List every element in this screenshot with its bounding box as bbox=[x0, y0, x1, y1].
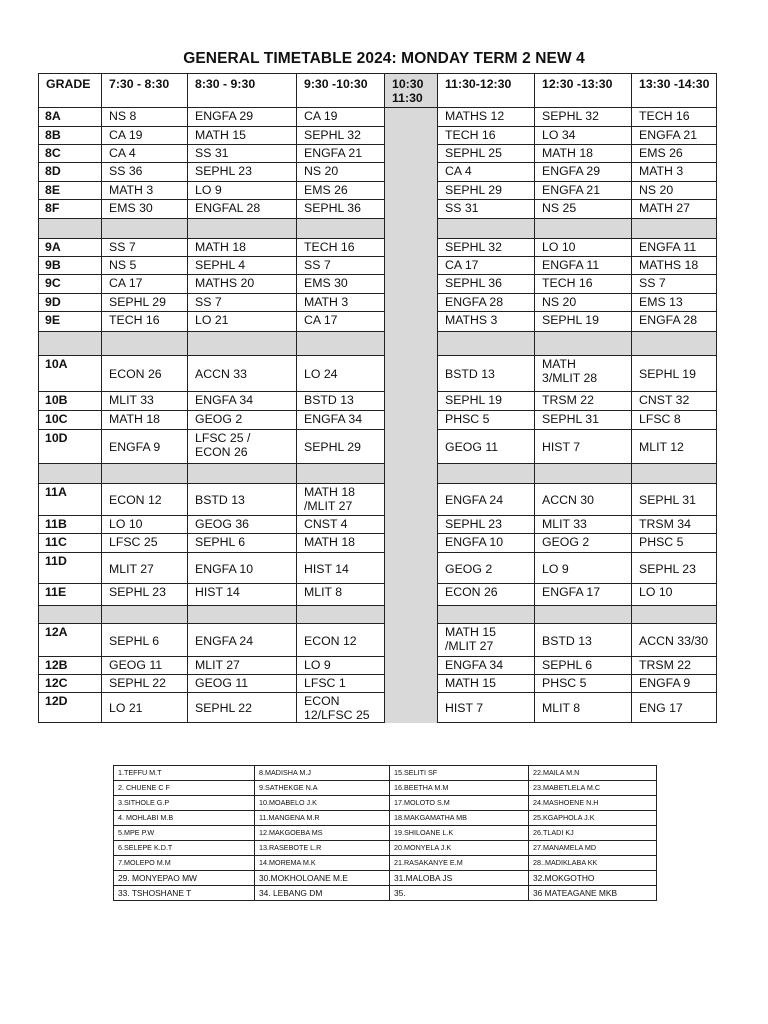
lesson-cell: SS 7 bbox=[188, 294, 297, 312]
lesson-cell: CA 4 bbox=[102, 145, 188, 163]
lesson-cell: NS 8 bbox=[102, 108, 188, 127]
staff-entry: 9.SATHEKGE N.A bbox=[255, 781, 390, 796]
lesson-cell: ENGFA 34 bbox=[438, 657, 535, 675]
lesson-cell: LO 34 bbox=[535, 127, 632, 145]
lesson-cell: CA 17 bbox=[297, 312, 385, 332]
timetable-row bbox=[39, 163, 717, 182]
separator-cell bbox=[188, 219, 297, 239]
lesson-cell: MLIT 8 bbox=[297, 584, 385, 606]
lesson-cell: ENGFA 21 bbox=[297, 145, 385, 163]
staff-entry: 36 MATEAGANE MKB bbox=[529, 886, 657, 901]
lesson-cell: SEPHL 32 bbox=[535, 108, 632, 127]
staff-entry: 14.MOREMA M.K bbox=[255, 856, 390, 871]
timetable-row bbox=[39, 145, 717, 163]
staff-entry: 35. bbox=[390, 886, 529, 901]
lesson-cell: TRSM 22 bbox=[632, 657, 717, 675]
lesson-cell: HIST 7 bbox=[535, 430, 632, 464]
lesson-cell: ENGFA 11 bbox=[632, 239, 717, 257]
lesson-cell: ENGFA 29 bbox=[535, 163, 632, 182]
lesson-cell: MLIT 33 bbox=[535, 516, 632, 534]
lesson-cell: SEPHL 6 bbox=[188, 534, 297, 553]
staff-row bbox=[114, 871, 657, 886]
lesson-cell: BSTD 13 bbox=[188, 484, 297, 516]
lesson-cell: ECON 12/LFSC 25 bbox=[297, 693, 385, 723]
timetable-row bbox=[39, 553, 717, 584]
timetable-row bbox=[39, 182, 717, 200]
lesson-cell: SS 7 bbox=[102, 239, 188, 257]
lesson-cell: LO 24 bbox=[297, 356, 385, 392]
grade-cell: 10D bbox=[39, 430, 102, 464]
lesson-cell: SEPHL 6 bbox=[535, 657, 632, 675]
separator-cell bbox=[297, 464, 385, 484]
grade-cell: 8B bbox=[39, 127, 102, 145]
grade-cell: 11E bbox=[39, 584, 102, 606]
lesson-cell: ENGFA 24 bbox=[188, 624, 297, 657]
staff-row bbox=[114, 841, 657, 856]
lesson-cell: TRSM 22 bbox=[535, 392, 632, 411]
timetable-row bbox=[39, 693, 717, 723]
lesson-cell: ENGFA 21 bbox=[535, 182, 632, 200]
lesson-cell: ENGFA 9 bbox=[632, 675, 717, 693]
header-period: 13:30 -14:30 bbox=[632, 74, 717, 108]
staff-entry: 33. TSHOSHANE T bbox=[114, 886, 255, 901]
lesson-cell: MATH 3 bbox=[632, 163, 717, 182]
lesson-cell: SEPHL 29 bbox=[297, 430, 385, 464]
lesson-cell: CA 19 bbox=[102, 127, 188, 145]
lesson-cell: SS 31 bbox=[188, 145, 297, 163]
lesson-cell: MATHS 20 bbox=[188, 275, 297, 294]
staff-row bbox=[114, 796, 657, 811]
separator-cell bbox=[535, 464, 632, 484]
staff-entry: 7.MOLEPO M.M bbox=[114, 856, 255, 871]
staff-entry: 12.MAKGOEBA MS bbox=[255, 826, 390, 841]
separator-cell bbox=[102, 464, 188, 484]
header-period: 9:30 -10:30 bbox=[297, 74, 385, 108]
staff-entry: 8.MADISHA M.J bbox=[255, 766, 390, 781]
grade-cell: 8C bbox=[39, 145, 102, 163]
lesson-cell: MATH 18 bbox=[102, 411, 188, 430]
lesson-cell: ECON 26 bbox=[438, 584, 535, 606]
lesson-cell: SEPHL 4 bbox=[188, 257, 297, 275]
lesson-cell: TECH 16 bbox=[438, 127, 535, 145]
lesson-cell: GEOG 2 bbox=[438, 553, 535, 584]
grade-cell: 9C bbox=[39, 275, 102, 294]
lesson-cell: SEPHL 32 bbox=[438, 239, 535, 257]
lesson-cell: SEPHL 29 bbox=[102, 294, 188, 312]
separator-cell bbox=[632, 332, 717, 356]
staff-list bbox=[113, 765, 657, 901]
separator-cell bbox=[39, 332, 102, 356]
separator-cell bbox=[188, 606, 297, 624]
lesson-cell: LO 9 bbox=[535, 553, 632, 584]
lesson-cell: SEPHL 31 bbox=[535, 411, 632, 430]
lesson-cell: LFSC 1 bbox=[297, 675, 385, 693]
lesson-cell: SEPHL 19 bbox=[438, 392, 535, 411]
lesson-cell: HIST 14 bbox=[297, 553, 385, 584]
lesson-cell: TRSM 34 bbox=[632, 516, 717, 534]
staff-entry: 15.SELITI SF bbox=[390, 766, 529, 781]
lesson-cell: NS 20 bbox=[297, 163, 385, 182]
timetable-row bbox=[39, 392, 717, 411]
lesson-cell: SEPHL 19 bbox=[535, 312, 632, 332]
lesson-cell: ENGFA 21 bbox=[632, 127, 717, 145]
grade-cell: 11C bbox=[39, 534, 102, 553]
grade-separator bbox=[39, 219, 717, 239]
lesson-cell: CNST 4 bbox=[297, 516, 385, 534]
staff-entry: 11.MANGENA M.R bbox=[255, 811, 390, 826]
separator-cell bbox=[39, 219, 102, 239]
lesson-cell: MATH 3/MLIT 28 bbox=[535, 356, 632, 392]
lesson-cell: MATHS 18 bbox=[632, 257, 717, 275]
lesson-cell: CA 19 bbox=[297, 108, 385, 127]
lesson-cell: BSTD 13 bbox=[438, 356, 535, 392]
lesson-cell: CNST 32 bbox=[632, 392, 717, 411]
timetable bbox=[38, 73, 717, 723]
separator-cell bbox=[535, 606, 632, 624]
grade-cell: 10A bbox=[39, 356, 102, 392]
lesson-cell: ENGFA 28 bbox=[438, 294, 535, 312]
timetable-row bbox=[39, 356, 717, 392]
staff-entry: 25.KGAPHOLA J.K bbox=[529, 811, 657, 826]
grade-cell: 12C bbox=[39, 675, 102, 693]
timetable-row bbox=[39, 127, 717, 145]
lesson-cell: LO 10 bbox=[632, 584, 717, 606]
lesson-cell: SEPHL 36 bbox=[438, 275, 535, 294]
lesson-cell: GEOG 2 bbox=[188, 411, 297, 430]
lesson-cell: LO 21 bbox=[102, 693, 188, 723]
staff-entry: 23.MABETLELA M.C bbox=[529, 781, 657, 796]
grade-cell: 10B bbox=[39, 392, 102, 411]
lesson-cell: HIST 14 bbox=[188, 584, 297, 606]
lesson-cell: SS 7 bbox=[632, 275, 717, 294]
separator-cell bbox=[438, 219, 535, 239]
lesson-cell: ENGFA 24 bbox=[438, 484, 535, 516]
lesson-cell: ECON 12 bbox=[297, 624, 385, 657]
lesson-cell: SEPHL 36 bbox=[297, 200, 385, 219]
lesson-cell: SEPHL 25 bbox=[438, 145, 535, 163]
staff-entry: 13.RASEBOTE L.R bbox=[255, 841, 390, 856]
lesson-cell: SS 7 bbox=[297, 257, 385, 275]
timetable-row bbox=[39, 675, 717, 693]
separator-cell bbox=[297, 219, 385, 239]
header-row bbox=[39, 74, 717, 108]
header-period: 12:30 -13:30 bbox=[535, 74, 632, 108]
lesson-cell: LO 10 bbox=[102, 516, 188, 534]
grade-cell: 9B bbox=[39, 257, 102, 275]
lesson-cell: EMS 26 bbox=[632, 145, 717, 163]
lesson-cell: BSTD 13 bbox=[535, 624, 632, 657]
lesson-cell: SEPHL 29 bbox=[438, 182, 535, 200]
lesson-cell: LO 9 bbox=[297, 657, 385, 675]
lesson-cell: ENGFA 34 bbox=[188, 392, 297, 411]
timetable-row bbox=[39, 257, 717, 275]
staff-entry: 21.RASAKANYE E.M bbox=[390, 856, 529, 871]
grade-cell: 8A bbox=[39, 108, 102, 127]
grade-cell: 9D bbox=[39, 294, 102, 312]
lesson-cell: CA 17 bbox=[102, 275, 188, 294]
separator-cell bbox=[39, 464, 102, 484]
grade-cell: 9A bbox=[39, 239, 102, 257]
timetable-row bbox=[39, 312, 717, 332]
lesson-cell: ENGFA 10 bbox=[188, 553, 297, 584]
lesson-cell: TECH 16 bbox=[535, 275, 632, 294]
lesson-cell: MLIT 27 bbox=[102, 553, 188, 584]
lesson-cell: NS 5 bbox=[102, 257, 188, 275]
lesson-cell: GEOG 11 bbox=[102, 657, 188, 675]
lesson-cell: EMS 13 bbox=[632, 294, 717, 312]
timetable-row bbox=[39, 516, 717, 534]
lesson-cell: PHSC 5 bbox=[438, 411, 535, 430]
staff-entry: 29. MONYEPAO MW bbox=[114, 871, 255, 886]
lesson-cell: ENGFA 17 bbox=[535, 584, 632, 606]
separator-cell bbox=[297, 606, 385, 624]
timetable-row bbox=[39, 484, 717, 516]
staff-row bbox=[114, 856, 657, 871]
separator-cell bbox=[297, 332, 385, 356]
staff-entry: 2. CHUENE C F bbox=[114, 781, 255, 796]
staff-row bbox=[114, 766, 657, 781]
grade-cell: 12A bbox=[39, 624, 102, 657]
timetable-row bbox=[39, 624, 717, 657]
grade-cell: 8D bbox=[39, 163, 102, 182]
lesson-cell: SEPHL 6 bbox=[102, 624, 188, 657]
lesson-cell: SEPHL 22 bbox=[188, 693, 297, 723]
staff-entry: 31.MALOBA JS bbox=[390, 871, 529, 886]
lesson-cell: SEPHL 32 bbox=[297, 127, 385, 145]
separator-cell bbox=[535, 219, 632, 239]
lesson-cell: ECON 12 bbox=[102, 484, 188, 516]
lesson-cell: ENGFAL 28 bbox=[188, 200, 297, 219]
lesson-cell: NS 25 bbox=[535, 200, 632, 219]
staff-row bbox=[114, 781, 657, 796]
lesson-cell: SEPHL 23 bbox=[438, 516, 535, 534]
staff-entry: 18.MAKGAMATHA MB bbox=[390, 811, 529, 826]
staff-row bbox=[114, 826, 657, 841]
lesson-cell: MATHS 3 bbox=[438, 312, 535, 332]
grade-cell: 11D bbox=[39, 553, 102, 584]
staff-entry: 16.BEETHA M.M bbox=[390, 781, 529, 796]
staff-entry: 10.MOABELO J.K bbox=[255, 796, 390, 811]
timetable-row bbox=[39, 657, 717, 675]
grade-cell: 11B bbox=[39, 516, 102, 534]
lesson-cell: LO 10 bbox=[535, 239, 632, 257]
grade-cell: 8E bbox=[39, 182, 102, 200]
grade-cell: 12B bbox=[39, 657, 102, 675]
header-grade: GRADE bbox=[39, 74, 102, 108]
staff-entry: 20.MONYELA J.K bbox=[390, 841, 529, 856]
staff-row bbox=[114, 811, 657, 826]
staff-entry: 6.SELEPE K.D.T bbox=[114, 841, 255, 856]
timetable-row bbox=[39, 430, 717, 464]
grade-cell: 11A bbox=[39, 484, 102, 516]
staff-entry: 26.TLADI KJ bbox=[529, 826, 657, 841]
separator-cell bbox=[438, 332, 535, 356]
lesson-cell: SEPHL 23 bbox=[188, 163, 297, 182]
grade-separator bbox=[39, 464, 717, 484]
staff-entry: 17.MOLOTO S.M bbox=[390, 796, 529, 811]
staff-entry: 24.MASHOENE N.H bbox=[529, 796, 657, 811]
lesson-cell: CA 17 bbox=[438, 257, 535, 275]
lesson-cell: ENGFA 9 bbox=[102, 430, 188, 464]
header-period: 11:30-12:30 bbox=[438, 74, 535, 108]
timetable-row bbox=[39, 275, 717, 294]
lesson-cell: LFSC 8 bbox=[632, 411, 717, 430]
lesson-cell: MATHS 12 bbox=[438, 108, 535, 127]
lesson-cell: MATH 15 bbox=[438, 675, 535, 693]
lesson-cell: MLIT 12 bbox=[632, 430, 717, 464]
lesson-cell: ACCN 33/30 bbox=[632, 624, 717, 657]
lesson-cell: GEOG 11 bbox=[438, 430, 535, 464]
separator-cell bbox=[535, 332, 632, 356]
staff-row bbox=[114, 886, 657, 901]
lesson-cell: ACCN 30 bbox=[535, 484, 632, 516]
lesson-cell: ENGFA 28 bbox=[632, 312, 717, 332]
grade-cell: 12D bbox=[39, 693, 102, 723]
timetable-row bbox=[39, 534, 717, 553]
separator-cell bbox=[438, 464, 535, 484]
staff-entry: 3.SITHOLE G.P bbox=[114, 796, 255, 811]
timetable-row bbox=[39, 239, 717, 257]
timetable-row bbox=[39, 200, 717, 219]
lesson-cell: SEPHL 23 bbox=[102, 584, 188, 606]
separator-cell bbox=[102, 606, 188, 624]
lesson-cell: SEPHL 19 bbox=[632, 356, 717, 392]
lesson-cell: LFSC 25 / ECON 26 bbox=[188, 430, 297, 464]
grade-cell: 8F bbox=[39, 200, 102, 219]
lesson-cell: ENGFA 29 bbox=[188, 108, 297, 127]
lesson-cell: LFSC 25 bbox=[102, 534, 188, 553]
lesson-cell: MATH 15 /MLIT 27 bbox=[438, 624, 535, 657]
separator-cell bbox=[102, 332, 188, 356]
lesson-cell: LO 21 bbox=[188, 312, 297, 332]
grade-cell: 9E bbox=[39, 312, 102, 332]
timetable-row bbox=[39, 294, 717, 312]
lesson-cell: NS 20 bbox=[535, 294, 632, 312]
staff-entry: 1.TEFFU M.T bbox=[114, 766, 255, 781]
lesson-cell: ENGFA 11 bbox=[535, 257, 632, 275]
separator-cell bbox=[438, 606, 535, 624]
lesson-cell: SEPHL 23 bbox=[632, 553, 717, 584]
lesson-cell: MATH 18 /MLIT 27 bbox=[297, 484, 385, 516]
lesson-cell: TECH 16 bbox=[632, 108, 717, 127]
page-title: GENERAL TIMETABLE 2024: MONDAY TERM 2 NEW 4 bbox=[183, 50, 585, 67]
lesson-cell: SS 31 bbox=[438, 200, 535, 219]
lesson-cell: PHSC 5 bbox=[535, 675, 632, 693]
separator-cell bbox=[632, 464, 717, 484]
staff-entry: 32.MOKGOTHO bbox=[529, 871, 657, 886]
separator-cell bbox=[632, 219, 717, 239]
staff-entry: 4. MOHLABI M.B bbox=[114, 811, 255, 826]
lesson-cell: NS 20 bbox=[632, 182, 717, 200]
staff-entry: 28..MADIKLABA KK bbox=[529, 856, 657, 871]
lesson-cell: GEOG 2 bbox=[535, 534, 632, 553]
header-period: 10:30 11:30 bbox=[385, 74, 438, 108]
lesson-cell: GEOG 11 bbox=[188, 675, 297, 693]
lesson-cell: SS 36 bbox=[102, 163, 188, 182]
lesson-cell: MLIT 27 bbox=[188, 657, 297, 675]
lesson-cell: MATH 18 bbox=[188, 239, 297, 257]
lesson-cell: MATH 3 bbox=[297, 294, 385, 312]
lesson-cell: GEOG 36 bbox=[188, 516, 297, 534]
timetable-row bbox=[39, 108, 717, 127]
header-period: 7:30 - 8:30 bbox=[102, 74, 188, 108]
staff-entry: 34. LEBANG DM bbox=[255, 886, 390, 901]
separator-cell bbox=[632, 606, 717, 624]
separator-cell bbox=[188, 332, 297, 356]
lesson-cell: TECH 16 bbox=[102, 312, 188, 332]
staff-entry: 22.MAILA M.N bbox=[529, 766, 657, 781]
grade-cell: 10C bbox=[39, 411, 102, 430]
header-period: 8:30 - 9:30 bbox=[188, 74, 297, 108]
lesson-cell: MATH 18 bbox=[535, 145, 632, 163]
break-column bbox=[385, 108, 438, 723]
separator-cell bbox=[39, 606, 102, 624]
grade-separator bbox=[39, 606, 717, 624]
staff-entry: 30.MOKHOLOANE M.E bbox=[255, 871, 390, 886]
lesson-cell: MATH 3 bbox=[102, 182, 188, 200]
lesson-cell: ENG 17 bbox=[632, 693, 717, 723]
separator-cell bbox=[102, 219, 188, 239]
lesson-cell: MATH 27 bbox=[632, 200, 717, 219]
lesson-cell: ECON 26 bbox=[102, 356, 188, 392]
staff-entry: 19.SHILOANE L.K bbox=[390, 826, 529, 841]
lesson-cell: SEPHL 22 bbox=[102, 675, 188, 693]
lesson-cell: CA 4 bbox=[438, 163, 535, 182]
lesson-cell: SEPHL 31 bbox=[632, 484, 717, 516]
timetable-row bbox=[39, 584, 717, 606]
lesson-cell: ENGFA 10 bbox=[438, 534, 535, 553]
lesson-cell: PHSC 5 bbox=[632, 534, 717, 553]
lesson-cell: EMS 30 bbox=[297, 275, 385, 294]
lesson-cell: HIST 7 bbox=[438, 693, 535, 723]
lesson-cell: MLIT 8 bbox=[535, 693, 632, 723]
lesson-cell: MATH 18 bbox=[297, 534, 385, 553]
lesson-cell: LO 9 bbox=[188, 182, 297, 200]
separator-cell bbox=[188, 464, 297, 484]
lesson-cell: MLIT 33 bbox=[102, 392, 188, 411]
lesson-cell: ENGFA 34 bbox=[297, 411, 385, 430]
lesson-cell: TECH 16 bbox=[297, 239, 385, 257]
staff-entry: 27.MANAMELA MD bbox=[529, 841, 657, 856]
lesson-cell: ACCN 33 bbox=[188, 356, 297, 392]
staff-entry: 5.MPE P.W bbox=[114, 826, 255, 841]
grade-separator bbox=[39, 332, 717, 356]
lesson-cell: EMS 26 bbox=[297, 182, 385, 200]
lesson-cell: BSTD 13 bbox=[297, 392, 385, 411]
timetable-row bbox=[39, 411, 717, 430]
lesson-cell: MATH 15 bbox=[188, 127, 297, 145]
lesson-cell: EMS 30 bbox=[102, 200, 188, 219]
